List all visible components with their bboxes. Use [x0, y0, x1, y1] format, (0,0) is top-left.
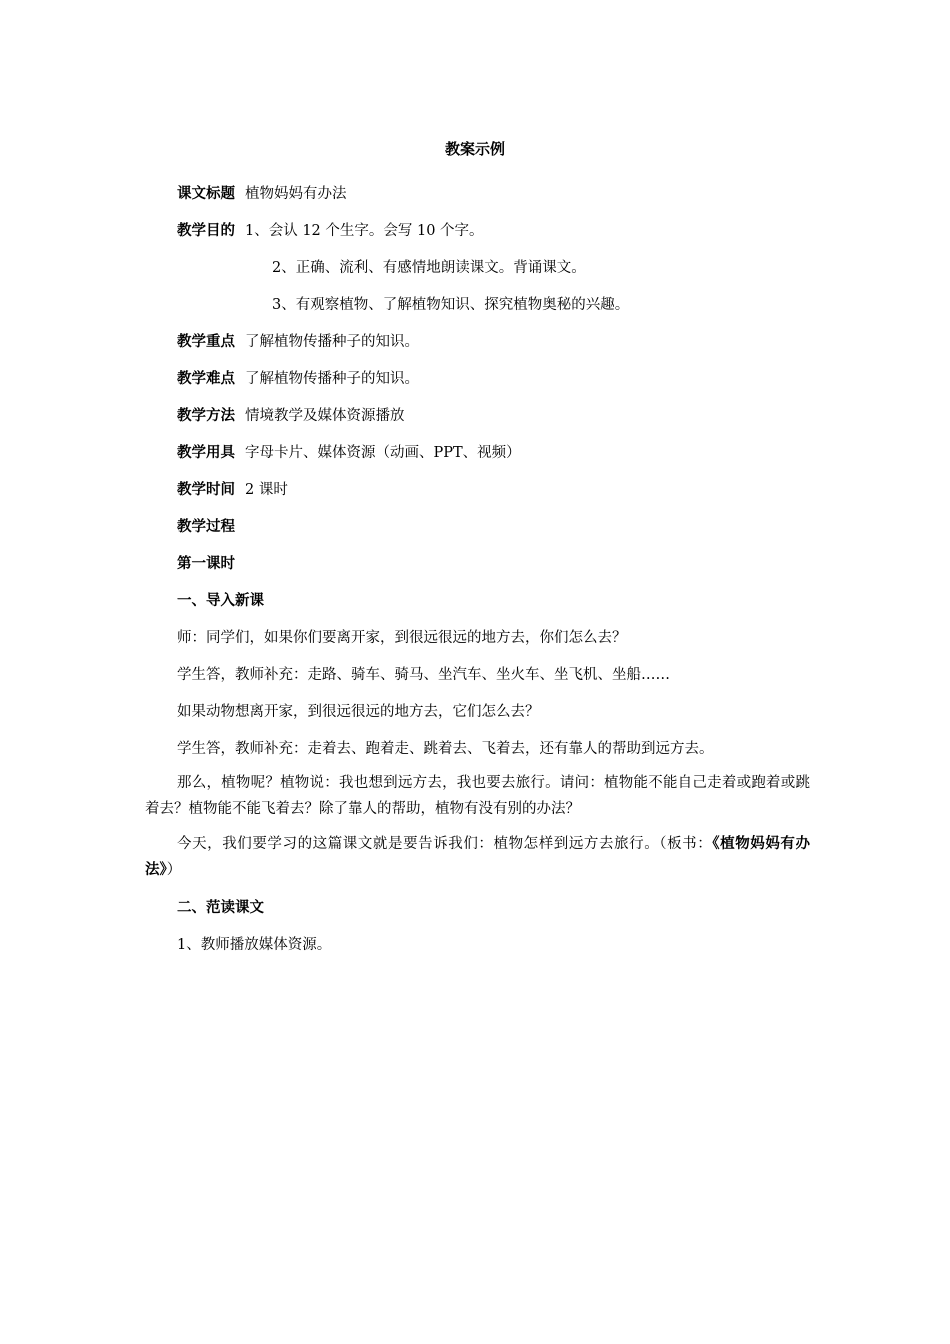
objective-item-2: [272, 257, 586, 279]
field-value: 2、正确、流利、有感情地朗读课文。背诵课文。: [272, 260, 586, 276]
field-label: 教学方法: [177, 408, 235, 424]
field-label: 教学目的: [177, 223, 235, 239]
board-title: 《植物妈妈有办法》: [145, 836, 811, 878]
field-label: 教学难点: [177, 371, 235, 387]
process-heading: 教学过程: [177, 519, 235, 535]
paragraph-plants: 那么，植物呢？植物说：我也想到远方去，我也要去旅行。请问：植物能不能自己走着或跑着或跳着去？植物能不能飞着去？除了靠人的帮助，植物有没有别的办法？: [145, 775, 810, 817]
field-row-time: [177, 479, 288, 501]
section2-heading: 二、范读课文: [177, 900, 264, 916]
section1-line: 如果动物想离开家，到很远很远的地方去，它们怎么去？: [177, 704, 540, 720]
lesson-heading: 第一课时: [177, 556, 235, 572]
section1-line: 师：同学们，如果你们要离开家，到很远很远的地方去，你们怎么去？: [177, 630, 627, 646]
field-value: 了解植物传播种子的知识。: [245, 334, 419, 350]
section1-line: 学生答，教师补充：走路、骑车、骑马、坐汽车、坐火车、坐飞机、坐船……: [177, 667, 670, 683]
field-row-key-point: [177, 331, 419, 353]
field-row-objective: [177, 220, 484, 242]
field-value: 情境教学及媒体资源播放: [245, 408, 405, 424]
field-row-title: [177, 183, 347, 205]
field-value: 2 课时: [245, 482, 288, 498]
field-label: 课文标题: [177, 186, 235, 202]
field-label: 教学重点: [177, 334, 235, 350]
section2-line: 1、教师播放媒体资源。: [177, 937, 332, 953]
field-value: 字母卡片、媒体资源（动画、PPT、视频）: [245, 445, 521, 461]
page-title: 教案示例: [444, 140, 505, 158]
paragraph-today: [145, 831, 810, 883]
field-value: 了解植物传播种子的知识。: [245, 371, 419, 387]
field-value: 3、有观察植物、了解植物知识、探究植物奥秘的兴趣。: [272, 297, 630, 313]
field-label: 教学用具: [177, 445, 235, 461]
paragraph-text: 今天，我们要学习的这篇课文就是要告诉我们：植物怎样到远方去旅行。（板书：: [177, 836, 713, 852]
paragraph-end: ）: [166, 862, 182, 878]
field-label: 教学时间: [177, 482, 235, 498]
field-row-difficulty: [177, 368, 419, 390]
section1-heading: 一、导入新课: [177, 593, 264, 609]
section1-line: 学生答，教师补充：走着去、跑着走、跳着去、飞着去，还有靠人的帮助到远方去。: [177, 741, 714, 757]
field-row-method: [177, 405, 405, 427]
field-value: 1、会认 12 个生字。会写 10 个字。: [245, 223, 484, 239]
field-row-tools: [177, 442, 521, 464]
field-value: 植物妈妈有办法: [245, 186, 347, 202]
objective-item-3: [272, 294, 629, 316]
